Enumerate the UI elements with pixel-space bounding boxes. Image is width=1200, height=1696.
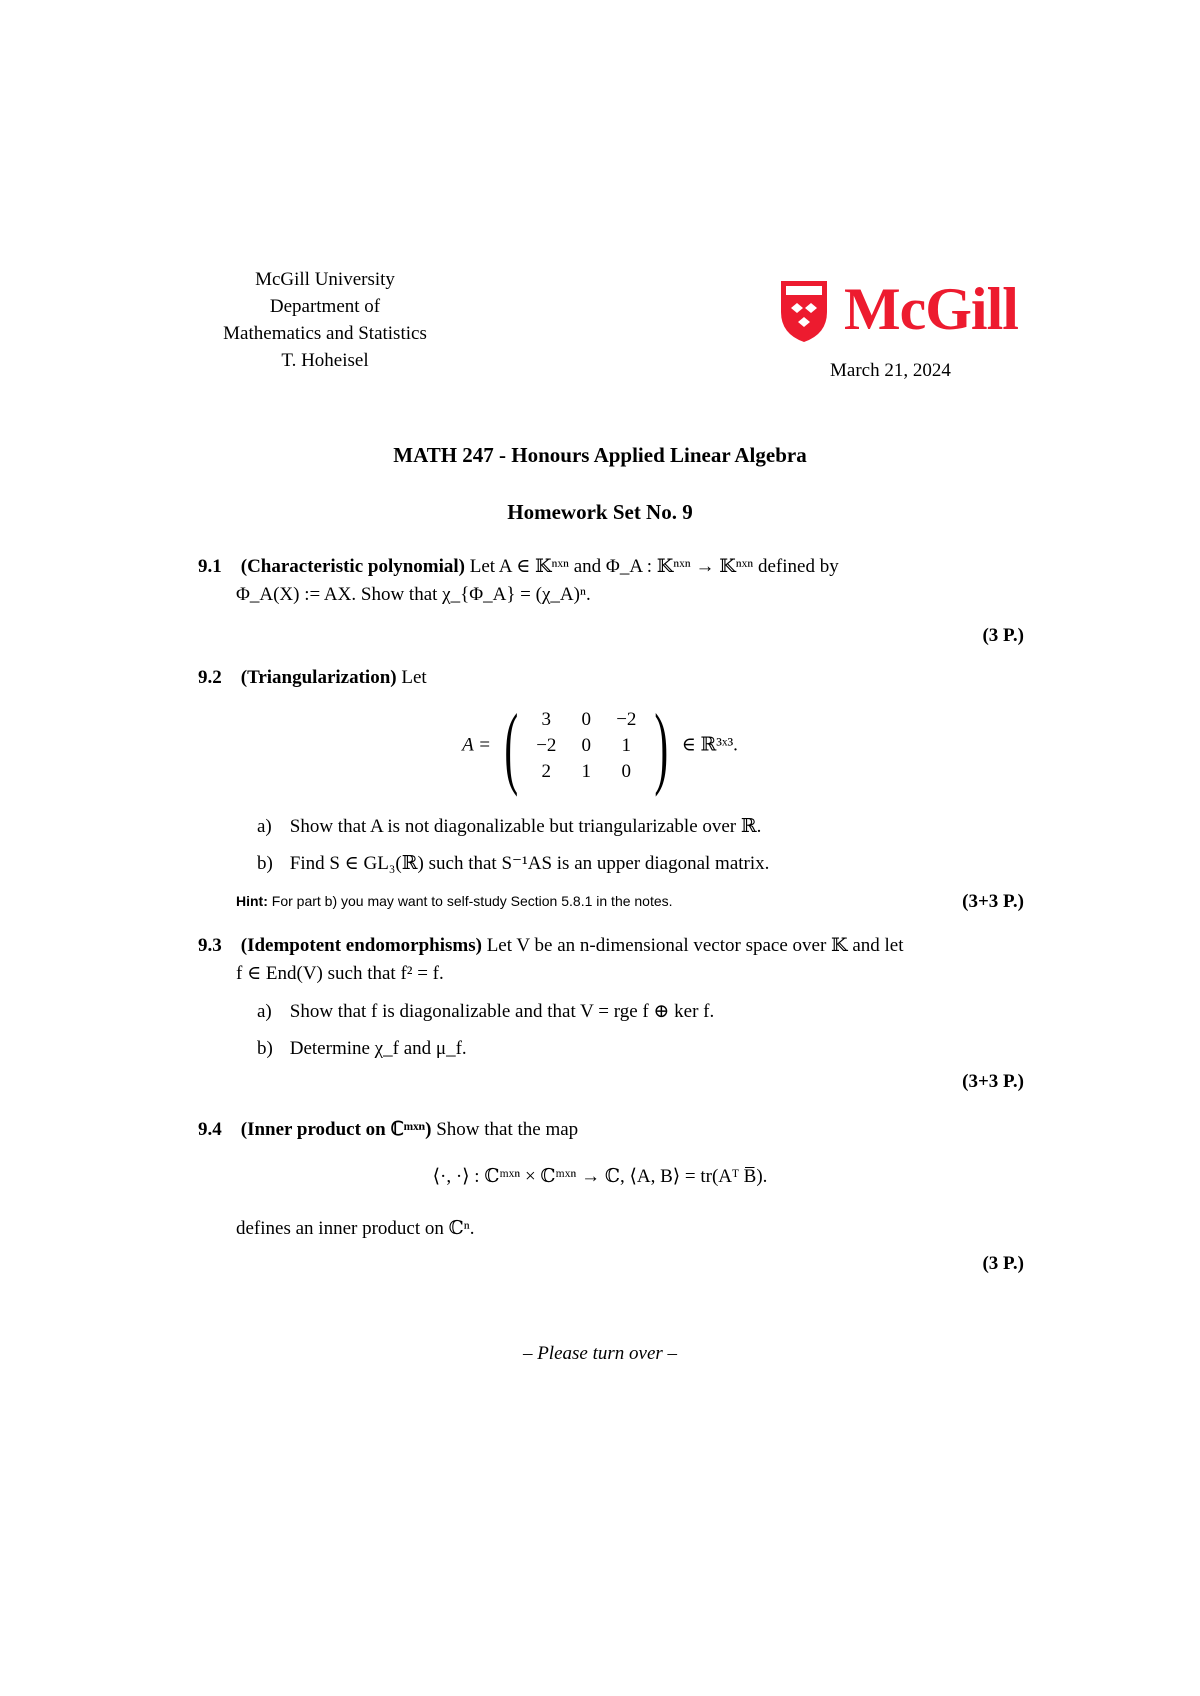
matrix: ( 3 0 −2 −2 0 1 2 1 0 )	[504, 695, 669, 797]
hint-label: Hint:	[236, 893, 268, 909]
problem-title: (Triangularization)	[240, 667, 397, 688]
part-label: a)	[257, 1001, 272, 1022]
problem-9-2	[198, 664, 1028, 692]
problem-text: Let	[401, 667, 427, 688]
footer-note: – Please turn over –	[522, 1343, 678, 1364]
problem-9-1	[198, 553, 1028, 609]
problem-number: 9.2	[198, 667, 222, 688]
part-text: Show that f is diagonalizable and that V = rge f ⊕ ker f.	[289, 1001, 715, 1022]
matrix-cell: 1	[621, 735, 632, 756]
part-b	[257, 850, 769, 878]
mcgill-logo	[778, 276, 1068, 342]
institution-line: Mathematics and Statistics	[223, 323, 427, 344]
matrix-grid	[526, 707, 646, 785]
part-text: Find S ∈ GL₃(ℝ) such that S⁻¹AS is an upper diagonal matrix.	[289, 853, 770, 874]
points: (3 P.)	[982, 625, 1024, 646]
part-text: Determine χ_f and μ_f.	[289, 1038, 467, 1059]
institution-line: Department of	[269, 296, 381, 317]
part-b	[257, 1035, 467, 1063]
logo-text: McGill	[844, 276, 1018, 342]
matrix-cell: 0	[581, 709, 592, 730]
points: (3+3 P.)	[962, 891, 1024, 912]
course-title: MATH 247 - Honours Applied Linear Algebra	[393, 443, 807, 467]
matrix-equation	[0, 695, 1200, 797]
homework-title: Homework Set No. 9	[507, 500, 693, 524]
problem-text: defines an inner product on ℂⁿ.	[236, 1218, 475, 1239]
part-label: b)	[257, 853, 273, 874]
date: March 21, 2024	[830, 360, 951, 381]
part-label: a)	[257, 816, 272, 837]
points: (3+3 P.)	[962, 1071, 1024, 1092]
matrix-cell: 0	[621, 761, 632, 782]
problem-title: (Inner product on ℂᵐˣⁿ)	[240, 1119, 432, 1140]
problem-line	[198, 553, 1028, 581]
matrix-cell: 1	[581, 761, 592, 782]
matrix-cell: −2	[616, 709, 637, 730]
matrix-cell: −2	[536, 735, 557, 756]
hint-text: For part b) you may want to self-study Section 5.8.1 in the notes.	[271, 893, 673, 909]
problem-title: (Characteristic polynomial)	[240, 556, 466, 577]
matrix-cell: 2	[541, 761, 552, 782]
problem-number: 9.4	[198, 1119, 222, 1140]
problem-text: Show that the map	[436, 1119, 579, 1140]
problem-number: 9.1	[198, 556, 222, 577]
institution-block	[185, 266, 465, 374]
matrix-cell: 0	[581, 735, 592, 756]
problem-9-3	[198, 932, 1028, 988]
problem-text: f ∈ End(V) such that f² = f.	[236, 963, 444, 984]
matrix-lhs: A =	[462, 734, 491, 756]
inner-product-formula: ⟨·, ·⟩ : ℂᵐˣⁿ × ℂᵐˣⁿ → ℂ, ⟨A, B⟩ = tr(Aᵀ B̅).	[432, 1166, 768, 1187]
problem-text: Φ_A(X) := AX. Show that χ_{Φ_A} = (χ_A)ⁿ.	[236, 584, 591, 605]
crest-icon	[778, 278, 830, 344]
part-text: Show that A is not diagonalizable but triangularizable over ℝ.	[289, 816, 762, 837]
matrix-rhs: ∈ ℝ³ˣ³.	[681, 734, 738, 756]
problem-text: Let V be an n-dimensional vector space over 𝕂 and let	[486, 935, 904, 956]
problem-number: 9.3	[198, 935, 222, 956]
points: (3 P.)	[982, 1253, 1024, 1274]
part-label: b)	[257, 1038, 273, 1059]
matrix-cell: 3	[541, 709, 552, 730]
problem-9-4	[198, 1116, 1028, 1144]
institution-line: McGill University	[255, 269, 395, 290]
part-a	[257, 998, 714, 1026]
problem-line	[198, 932, 1028, 960]
problem-text: Let A ∈ 𝕂ⁿˣⁿ and Φ_A : 𝕂ⁿˣⁿ → 𝕂ⁿˣⁿ defined by	[469, 556, 839, 577]
institution-line: T. Hoheisel	[281, 350, 369, 371]
hint	[236, 893, 673, 909]
part-a	[257, 813, 761, 841]
problem-title: (Idempotent endomorphisms)	[240, 935, 482, 956]
